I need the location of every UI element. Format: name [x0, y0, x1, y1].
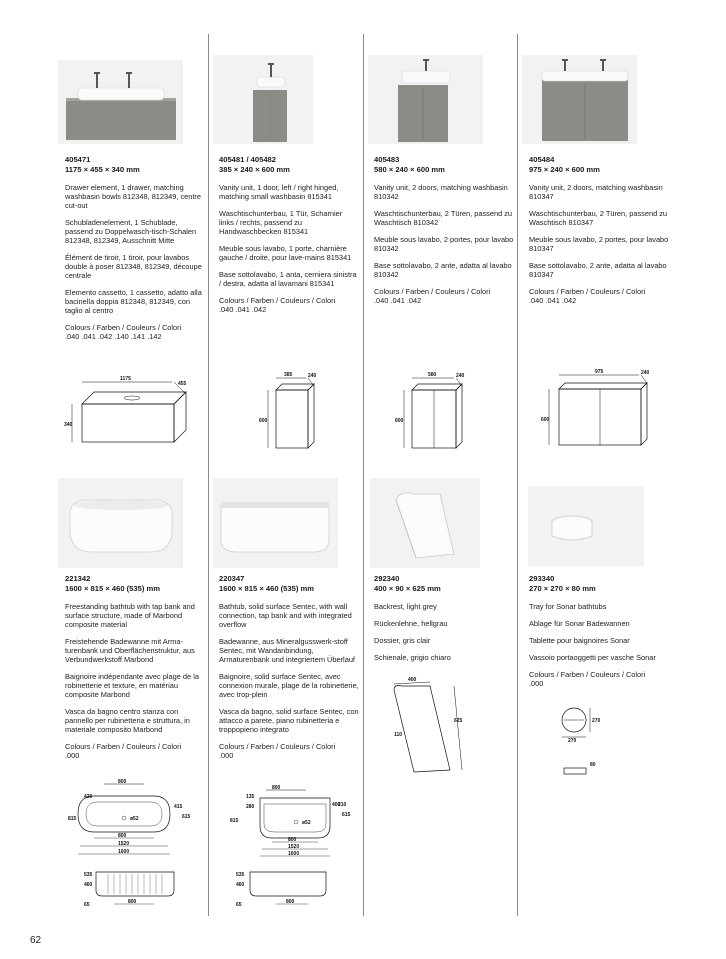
description-it: Base sottolavabo, 1 anta, cerniera sinistra / destra, adatta al lavamani 815341: [219, 270, 357, 288]
description-de: Badewanne, aus Mineralgusswerk-stoff Sentec, mit Wandanbindung, Armaturenbank und integriertem Überlauf: [219, 637, 355, 664]
product-image-405483: [368, 55, 483, 144]
product-descriptions: [219, 602, 359, 734]
product-dimensions: 1600 × 815 × 460 (535) mm: [65, 583, 160, 593]
product-405471: [65, 155, 205, 341]
product-image-405471: [58, 60, 183, 144]
product-221342: [65, 574, 205, 760]
dim-label: 80: [590, 762, 596, 768]
dim-label: 800: [118, 779, 127, 785]
product-292340: [374, 574, 514, 670]
dim-label: 1520: [288, 844, 300, 850]
dim-label-height: 600: [541, 417, 550, 423]
colors-label: Colours / Farben / Couleurs / Colori: [374, 287, 491, 296]
dim-label-height: 340: [64, 422, 73, 428]
product-dimensions: 1600 × 815 × 460 (535) mm: [219, 583, 314, 593]
colors-label: Colours / Farben / Couleurs / Colori: [529, 287, 646, 296]
dim-label-height: 600: [259, 418, 268, 424]
dim-label: 1520: [118, 841, 130, 847]
product-code: 405481 / 405482: [219, 155, 277, 164]
product-descriptions: [529, 602, 669, 662]
dim-label: 415: [174, 804, 183, 810]
product-405483: [374, 155, 514, 305]
drawing-292340: [380, 676, 470, 776]
description-de: Rückenlehne, hellgrau: [374, 619, 448, 628]
description-en: Freestanding bathtub with tap bank and surface structure, made of Marbond composite material: [65, 602, 195, 629]
dim-label: 270: [568, 738, 577, 744]
column-divider: [517, 34, 518, 916]
dim-label-depth: 240: [308, 373, 317, 379]
dim-label: 280: [246, 804, 255, 810]
dim-label-width: 1175: [120, 376, 131, 382]
description-en: Backrest, light grey: [374, 602, 437, 611]
dim-label: 400: [332, 802, 341, 808]
colors-values: .000: [219, 751, 234, 760]
description-en: Drawer element, 1 drawer, matching washbasin bowls 812348, 812349, centre cut-out: [65, 183, 202, 210]
product-dimensions: 270 × 270 × 80 mm: [529, 583, 596, 593]
product-dimensions: 385 × 240 × 600 mm: [219, 164, 290, 174]
description-en: Vanity unit, 2 doors, matching washbasin 810347: [529, 183, 663, 201]
dim-label: 1600: [118, 849, 130, 855]
page-number: 62: [30, 935, 42, 946]
dim-label: ø52: [130, 816, 139, 822]
dim-label: 270: [592, 718, 601, 724]
product-code: 221342: [65, 574, 91, 583]
description-it: Vassoio portaoggetti per vasche Sonar: [529, 653, 656, 662]
description-en: Tray for Sonar bathtubs: [529, 602, 607, 611]
colors-values: .040 .041 .042: [219, 305, 267, 314]
dim-label: 800: [286, 899, 295, 905]
dim-label: 1600: [288, 851, 300, 857]
colors-label: Colours / Farben / Couleurs / Colori: [219, 296, 336, 305]
product-dimensions: 1175 × 455 × 340 mm: [65, 164, 140, 174]
drawing-405484: [535, 369, 655, 449]
product-image-405481: [213, 55, 313, 144]
dim-label: 625: [454, 718, 463, 724]
description-it: Base sottolavabo, 2 ante, adatta al lavabo 810342: [374, 261, 512, 279]
description-fr: Élément de tiroir, 1 tiroir, pour lavabos double à poser 812348, 812349, découpe centrale: [65, 253, 202, 280]
colors-values: .000: [65, 751, 80, 760]
dim-label-width: 975: [595, 369, 604, 375]
dim-label: 535: [236, 872, 245, 878]
product-code: 293340: [529, 574, 555, 583]
product-code: 220347: [219, 574, 245, 583]
description-de: Waschtischunterbau, 2 Türen, passend zu Waschtisch 810342: [374, 209, 513, 227]
product-dimensions: 400 × 90 × 625 mm: [374, 583, 441, 593]
dim-label: 400: [408, 677, 417, 683]
dim-label: 800: [128, 899, 137, 905]
product-descriptions: [65, 183, 205, 315]
product-image-221342: [58, 478, 183, 568]
description-en: Vanity unit, 1 door, left / right hinged, matching small washbasin 815341: [219, 183, 339, 201]
dim-label-depth: 455: [178, 381, 187, 387]
product-code: 405471: [65, 155, 91, 164]
drawing-293340: [558, 704, 608, 780]
description-fr: Meuble sous lavabo, 2 portes, pour lavabo 810347: [529, 235, 669, 253]
dim-label: ø52: [302, 820, 311, 826]
product-image-405484: [522, 55, 637, 144]
dim-label-width: 580: [428, 372, 437, 378]
drawing-405483: [392, 372, 472, 452]
product-descriptions: [374, 183, 514, 279]
product-descriptions: [219, 183, 359, 288]
product-image-220347: [213, 478, 338, 568]
description-en: Bathtub, solid surface Sentec, with wall connection, tap bank and with integrated overflow: [219, 602, 352, 629]
product-405484: [529, 155, 669, 305]
product-dimensions: 580 × 240 × 600 mm: [374, 164, 445, 174]
dim-label: 800: [288, 837, 297, 843]
dim-label: 815: [230, 818, 239, 824]
dim-label: 800: [118, 833, 127, 839]
dim-label: 420: [84, 794, 93, 800]
description-en: Vanity unit, 2 doors, matching washbasin 810342: [374, 183, 508, 201]
column-divider: [208, 34, 209, 916]
colors-label: Colours / Farben / Couleurs / Colori: [65, 742, 182, 751]
dim-label: 615: [182, 814, 191, 820]
dim-label: 65: [236, 902, 242, 908]
dim-label-height: 600: [395, 418, 404, 424]
description-de: Ablage für Sonar Badewannen: [529, 619, 630, 628]
product-code: 405484: [529, 155, 555, 164]
dim-label-depth: 240: [641, 370, 650, 376]
description-de: Schubladenelement, 1 Schublade, passend zu Doppelwasch-tisch-Schalen 812348, 812349, Ausschnitt Mitte: [65, 218, 197, 245]
product-code: 292340: [374, 574, 400, 583]
dim-label: 460: [84, 882, 93, 888]
colors-values: .040 .041 .042 .140 .141 .142: [65, 332, 162, 341]
description-it: Elemento cassetto, 1 cassetto, adatto alla bacinella doppia 812348, 812349, con taglio al centro: [65, 288, 202, 315]
dim-label-width: 385: [284, 372, 293, 378]
drawing-221342-side: [84, 864, 184, 912]
dim-label: 535: [84, 872, 93, 878]
dim-label: 210: [338, 802, 347, 808]
dim-label: 615: [342, 812, 351, 818]
colors-label: Colours / Farben / Couleurs / Colori: [219, 742, 336, 751]
colors-values: .000: [529, 679, 544, 688]
product-code: 405483: [374, 155, 400, 164]
description-fr: Baignoire, solid surface Sentec, avec connexion murale, plage de la robinetterie, avec trop-plein: [219, 672, 359, 699]
description-fr: Tablette pour baignoires Sonar: [529, 636, 630, 645]
drawing-220347-top: [226, 784, 356, 860]
drawing-405471: [62, 376, 202, 446]
colors-label: Colours / Farben / Couleurs / Colori: [65, 323, 182, 332]
product-405481: [219, 155, 359, 314]
colors-values: .040 .041 .042: [529, 296, 577, 305]
product-descriptions: [374, 602, 514, 662]
product-descriptions: [65, 602, 205, 734]
description-de: Freistehende Badewanne mit Arma-turenbank und Oberflächenstruktur, aus Verbundwerkstoff Marbond: [65, 637, 195, 664]
drawing-220347-side: [236, 864, 336, 912]
product-image-292340: [370, 478, 480, 568]
product-dimensions: 975 × 240 × 600 mm: [529, 164, 600, 174]
description-it: Schienale, grigio chiaro: [374, 653, 451, 662]
product-220347: [219, 574, 359, 760]
colors-label: Colours / Farben / Couleurs / Colori: [529, 670, 646, 679]
dim-label: 65: [84, 902, 90, 908]
drawing-221342-top: [64, 778, 194, 860]
dim-label: 815: [68, 816, 77, 822]
description-it: Base sottolavabo, 2 ante, adatta al lavabo 810347: [529, 261, 667, 279]
drawing-405481: [256, 372, 326, 452]
description-de: Waschtischunterbau, 1 Tür, Scharnier links / rechts, passend zu Handwaschbecken 815341: [219, 209, 343, 236]
description-it: Vasca da bagno, solid surface Sentec, con attacco a parete, piano rubinetteria e troppopieno integrato: [219, 707, 359, 734]
dim-label: 460: [236, 882, 245, 888]
description-it: Vasca da bagno centro stanza con pannello per rubinetteria e struttura, in materiale composito Marbond: [65, 707, 190, 734]
dim-label: 135: [246, 794, 255, 800]
description-fr: Meuble sous lavabo, 2 portes, pour lavabo 810342: [374, 235, 514, 253]
dim-label: 110: [394, 732, 403, 738]
description-fr: Dossier, gris clair: [374, 636, 431, 645]
description-fr: Meuble sous lavabo, 1 porte, charnière gauche / droite, pour lave-mains 815341: [219, 244, 352, 262]
product-293340: [529, 574, 669, 688]
description-fr: Baignoire indépendante avec plage de la robinetterie et texture, en matériau composite Marbond: [65, 672, 199, 699]
dim-label-depth: 240: [456, 373, 465, 379]
product-descriptions: [529, 183, 669, 279]
product-image-293340: [528, 486, 644, 566]
description-de: Waschtischunterbau, 2 Türen, passend zu Waschtisch 810347: [529, 209, 668, 227]
column-divider: [363, 34, 364, 916]
colors-values: .040 .041 .042: [374, 296, 422, 305]
dim-label: 800: [272, 785, 281, 791]
